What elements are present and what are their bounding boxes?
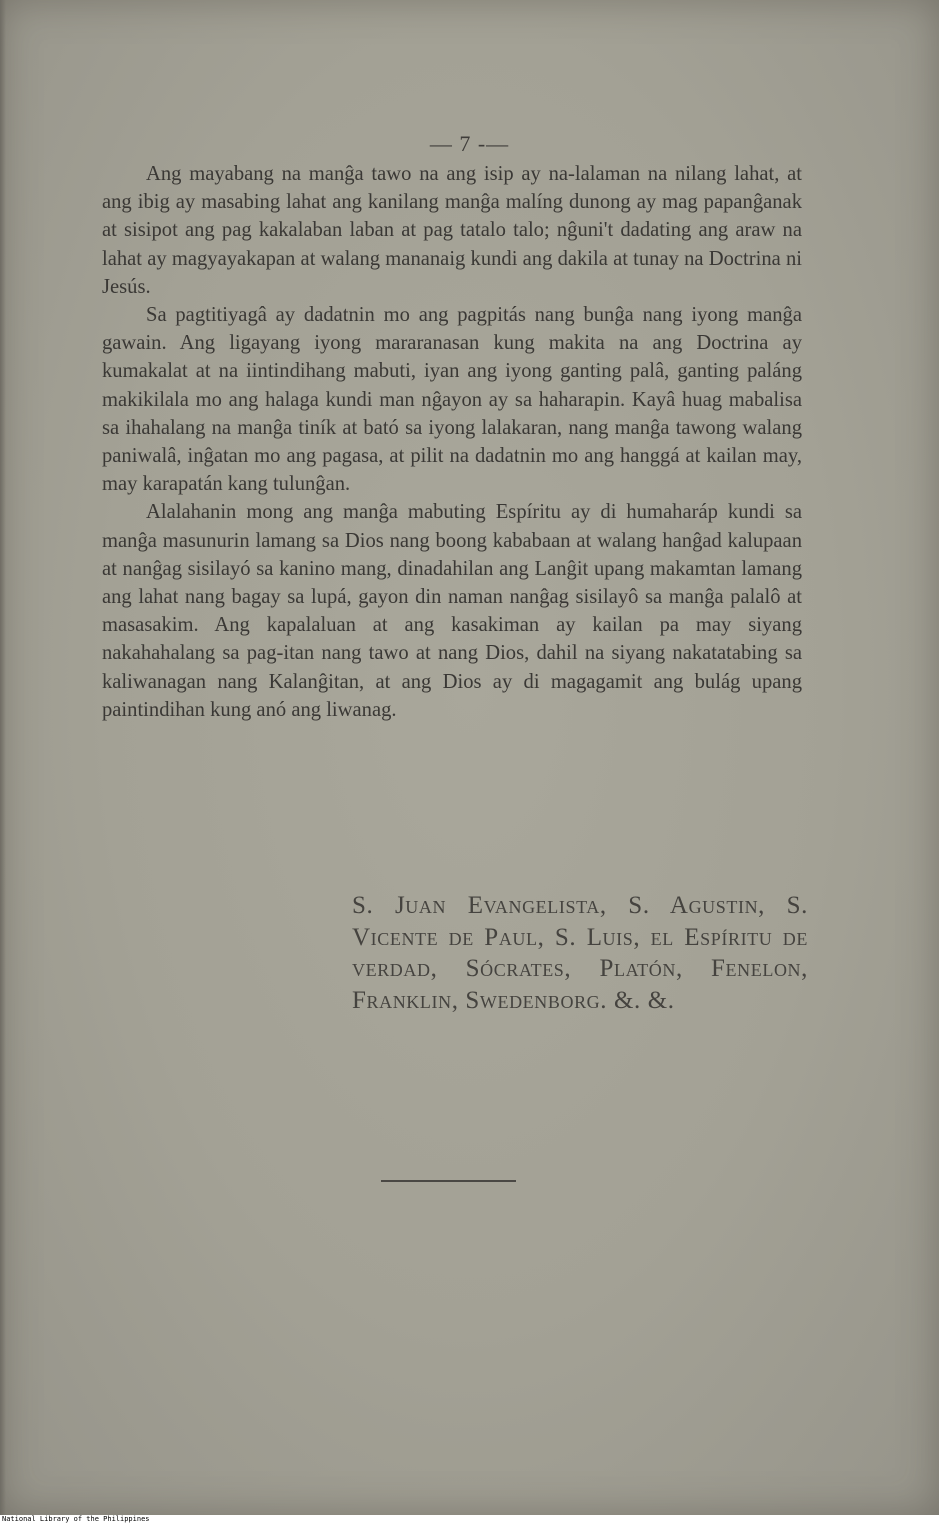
body-text [102,160,802,724]
paragraph-2: Sa pagtitiyagâ ay dadatnin mo ang pagpitás nang bunĝa nang iyong manĝa gawain. Ang ligayang iyong mararanasan kung makita na ang Doctrina ay kumakalat at na iintindihang mabuti, iyan ang iyong ganting palâ, ganting paláng makikilala mo ang halaga kundi man nĝayon ay sa haharapin. Kayâ huag mabalisa sa ihahalang na manĝa tiník at bató sa iyong lalakaran, nang manĝa tawong walang paniwalâ, inĝatan mo ang pagasa, at pilit na dadatnin mo ang hanggá at kailan may, may karapatán kang tulunĝan. [102,304,802,496]
page-number: — 7 -— [429,131,510,156]
paragraph-1: Ang mayabang na manĝa tawo na ang isip ay na-lalaman na nilang lahat, at ang ibig ay masabing lahat ang kanilang manĝa malíng dunong ay mag papanĝanak at sisipot ang pag kakalaban laban at pag tatalo talo; nĝuni't dadating ang araw na lahat ay magyayakapan at walang mananaig kundi ang dakila at tunay na Doctrina ni Jesús. [102,163,802,298]
library-credit: National Library of the Philippines [2,1515,150,1523]
paragraph-3: Alalahanin mong ang manĝa mabuting Espíritu ay di humaharáp kundi sa manĝa masunurin lamang sa Dios nang boong kababaan at walang hanĝad kalupaan at nanĝag sisilayó sa kanino mang, dinadahilan ang Lanĝit upang makamtan lamang ang lahat nang bagay sa lupá, gayon din naman nanĝag sisilayô sa manĝa palalô at masasakim. Ang kapalaluan at ang kasakiman ay kailan pa may siyang nakahahalang sa pag-itan nang tawo at nang Dios, dahil na siyang nakatatabing sa kaliwanagan nang Kalanĝitan, at ang Dios ay di magagamit ang bulág upang paintindihan kung anó ang liwanag. [102,501,802,721]
horizontal-rule [381,1180,516,1182]
signature-block: S. Juan Evangelista, S. Agustin, S. Vicente de Paul, S. Luis, el Espíritu de verdad, Sócrates, Platón, Fenelon, Franklin, Swedenborg. &. &. [352,892,808,1014]
